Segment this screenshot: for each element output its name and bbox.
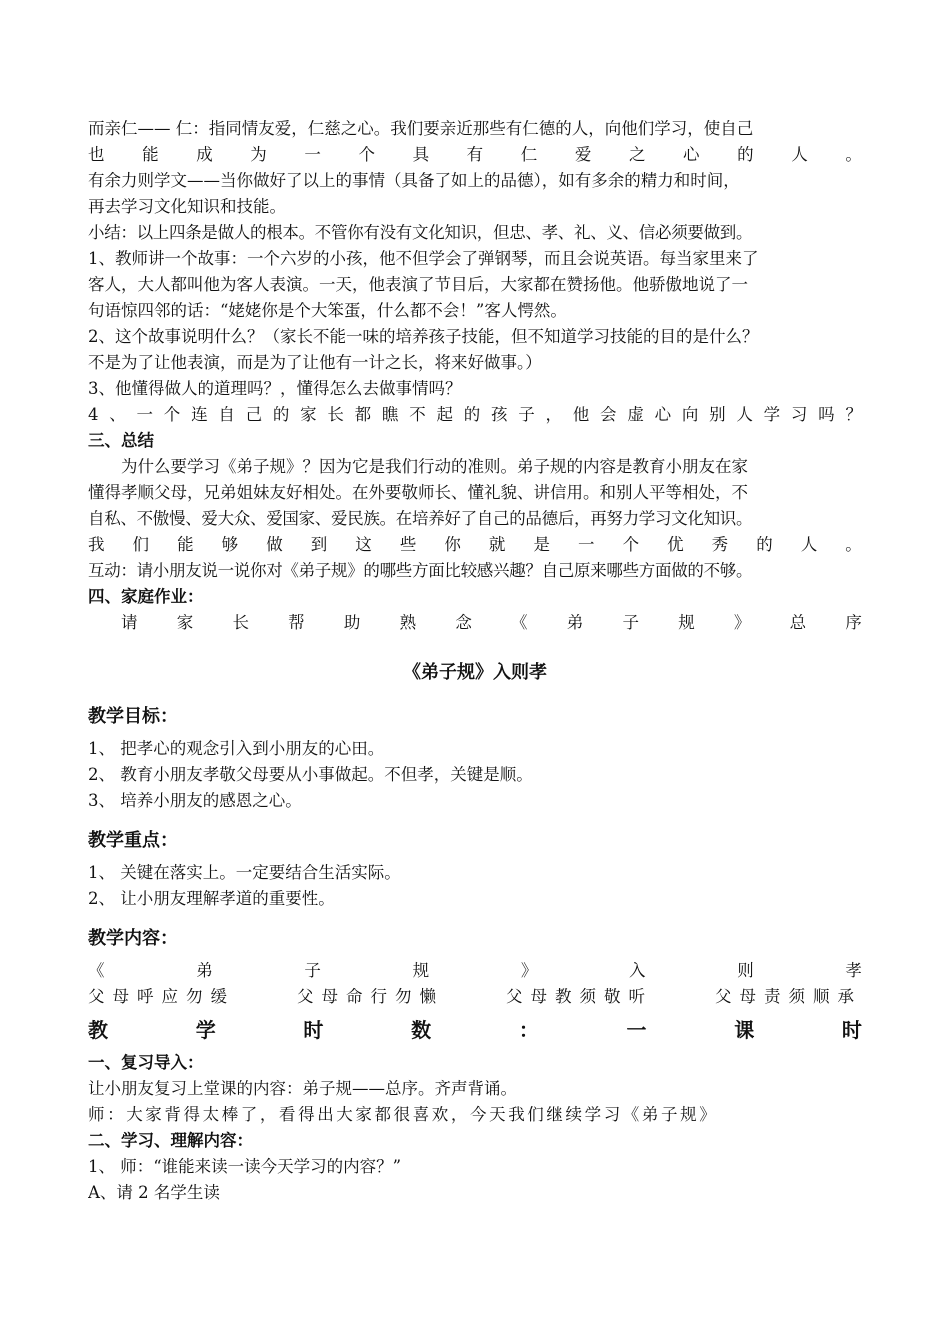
spread-char: 家 [176,613,194,632]
content-heading: 教学内容： [88,928,178,949]
spread-char: 、 [109,405,126,424]
spread-char: 别 [709,405,726,424]
spread-char: 熟 [399,613,417,632]
section-heading: 三、总结 [88,431,154,450]
text-line: 有余力则学文——当你做好了以上的事情（具备了如上的品德），如有多余的精力和时间， [88,171,740,190]
spread-char: 子 [518,405,535,424]
content-title-spread [88,958,862,984]
goal-item: 1、 把孝心的观念引入到小朋友的心田。 [88,739,385,758]
section-heading: 四、家庭作业： [88,587,204,606]
spread-char: 的 [756,535,773,554]
spread-char: 个 [358,145,375,164]
story-line: 客人，大人都叫他为客人表演。一天，他表演了节目后，大家都在赞扬他。他骄傲地说了一 [88,275,748,294]
spread-char: 孩 [490,405,508,424]
spread-char: 。 [845,145,862,164]
spread-char: 规 [678,613,695,632]
spread-line [88,532,862,558]
spread-char: 长 [327,405,344,424]
spread-char: 帮 [288,613,305,632]
spread-char: 课 [734,1018,755,1042]
spread-char: 连 [191,405,208,424]
spread-char: 我 [88,535,105,554]
spread-char: 之 [628,145,646,164]
spread-char: 《 [88,961,105,980]
spread-char: 不 [409,405,426,424]
spread-char: 入 [629,961,646,980]
goal-item: 3、 培养小朋友的感恩之心。 [88,791,302,810]
spread-char: 一 [304,145,321,164]
spread-char: 子 [304,961,321,980]
spread-char: 心 [654,405,672,424]
spread-char: 的 [463,405,481,424]
text-line: 而亲仁—— 仁：指同情友爱，仁慈之心。我们要亲近那些有仁德的人，向他们学习，使自己 [88,119,754,138]
review-line: 师：大家背得太棒了，看得出大家都很喜欢，今天我们继续学习《弟子规》 [88,1105,719,1124]
spread-char: 一 [626,1018,647,1042]
spread-char: 到 [310,535,328,554]
spread-char: 自 [218,405,235,424]
verse-group: 父母责须顺承 [715,987,862,1006]
spread-char: 一 [136,405,154,424]
section-heading: 一、复习导入： [88,1053,204,1072]
spread-char: 习 [790,405,808,424]
spread-char: 仁 [520,145,538,164]
spread-char: 起 [436,405,453,424]
spread-char: 请 [121,613,138,632]
question-line: 3、他懂得做人的道理吗？，懂得怎么去做事情吗？ [88,379,462,398]
story-line: 句语惊四邻的话：“姥姥你是个大笨蛋，什么都不会！”客人愕然。 [88,301,567,320]
spread-char: 他 [572,405,590,424]
verse-group: 父母教须敬听 [506,987,653,1006]
spread-char: 具 [412,145,430,164]
spread-char: 这 [355,535,372,554]
spread-char: 个 [163,405,181,424]
spread-char: 序 [845,613,862,632]
spread-char: 。 [845,535,862,554]
goal-item: 2、 教育小朋友孝敬父母要从小事做起。不但孝，关键是顺。 [88,765,533,784]
text-line: 再去学习文化知识和技能。 [88,197,286,216]
spread-char: 家 [300,405,317,424]
spread-char: 规 [412,961,430,980]
verse-line [88,984,862,1010]
spread-char: 长 [232,613,249,632]
spread-char: 优 [667,535,684,554]
spread-char: 个 [622,535,640,554]
spread-char: 都 [354,405,372,424]
spread-char: ： [518,1018,539,1042]
verse-group: 父母呼应勿缓 [88,987,235,1006]
spread-char: 是 [533,535,550,554]
spread-char: 的 [737,145,754,164]
spread-char: 秀 [711,535,729,554]
spread-char: 念 [455,613,472,632]
spread-char: 你 [444,535,461,554]
verse-group: 父母命行勿懒 [297,987,444,1006]
spread-char: 学 [195,1018,216,1042]
spread-char: ， [545,405,563,424]
spread-char: 数 [411,1018,432,1042]
spread-char: 则 [737,961,754,980]
spread-char: 总 [789,613,807,632]
spread-char: 吗 [818,405,835,424]
spread-char: 虚 [627,405,644,424]
story-line: 1、教师讲一个故事：一个六岁的小孩，他不但学会了弹钢琴，而且会说英语。每当家里来了 [88,249,759,268]
summary-paragraph-line: 懂得孝顺父母，兄弟姐妹友好相处。在外要敬师长、懂礼貌、讲信用。和别人平等相处，不 [88,483,748,502]
spread-char: 人 [736,405,753,424]
spread-char: 学 [763,405,781,424]
spread-char: 也 [88,145,105,164]
keypoint-item: 2、 让小朋友理解孝道的重要性。 [88,889,335,908]
spread-char: 瞧 [381,405,399,424]
spread-char: 有 [466,145,484,164]
spread-char: 够 [221,535,239,554]
document-page [88,116,862,1206]
spread-char: 助 [343,613,361,632]
summary-paragraph-line: 自私、不傲慢、爱大众、爱国家、爱民族。在培养好了自己的品德后，再努力学习文化知识。 [88,509,753,528]
spread-line [88,610,862,636]
spread-char: 一 [578,535,595,554]
spread-line [88,402,862,428]
spread-char: 向 [681,405,699,424]
question-line: 不是为了让他表演，而是为了让他有一计之长，将来好做事。） [88,353,542,372]
spread-char: 就 [488,535,506,554]
spread-char: 》 [520,961,538,980]
spread-char: 孝 [845,961,862,980]
spread-char: 时 [303,1018,324,1042]
spread-char: 的 [272,405,290,424]
teaching-hours [88,1010,862,1050]
spread-char: 能 [177,535,194,554]
spread-char: 能 [142,145,159,164]
section-heading: 二、学习、理解内容： [88,1131,253,1150]
review-line: 让小朋友复习上堂课的内容：弟子规——总序。齐声背诵。 [88,1079,517,1098]
spread-char: 爱 [574,145,592,164]
spread-char: 会 [600,405,617,424]
spread-char: 己 [245,405,263,424]
spread-char: 人 [800,535,818,554]
spread-char: 《 [511,613,528,632]
spread-char: 子 [622,613,639,632]
spread-char: ？ [845,405,862,424]
spread-char: 些 [399,535,417,554]
spread-char: 弟 [196,961,213,980]
spread-char: 们 [132,535,150,554]
lesson-title: 《弟子规》入则孝 [403,662,547,683]
spread-char: 人 [791,145,808,164]
spread-char: 教 [88,1018,108,1042]
spread-char: 弟 [566,613,584,632]
spread-char: 做 [266,535,283,554]
spread-line [88,142,862,168]
spread-char: 心 [683,145,700,164]
spread-char: 》 [733,613,751,632]
question-line: 2、这个故事说明什么？（家长不能一味的培养孩子技能，但不知道学习技能的目的是什么？ [88,327,759,346]
summary-line: 小结：以上四条是做人的根本。不管你有没有文化知识，但忠、孝、礼、义、信必须要做到。 [88,223,753,242]
interaction-line: 互动：请小朋友说一说你对《弟子规》的哪些方面比较感兴趣？自己原来哪些方面做的不够。 [88,561,753,580]
learn-line: 1、 师：“谁能来读一读今天学习的内容？” [88,1157,402,1176]
learn-line: A、请 2 名学生读 [88,1183,220,1202]
spread-char: 成 [196,145,213,164]
goals-heading: 教学目标： [88,706,178,727]
summary-paragraph-line: 为什么要学习《弟子规》？因为它是我们行动的准则。弟子规的内容是教育小朋友在家 [121,457,748,476]
spread-char: 时 [841,1018,862,1042]
keypoints-heading: 教学重点： [88,830,178,851]
spread-char: 为 [250,145,267,164]
spread-char: 4 [88,405,99,424]
keypoint-item: 1、 关键在落实上。一定要结合生活实际。 [88,863,401,882]
